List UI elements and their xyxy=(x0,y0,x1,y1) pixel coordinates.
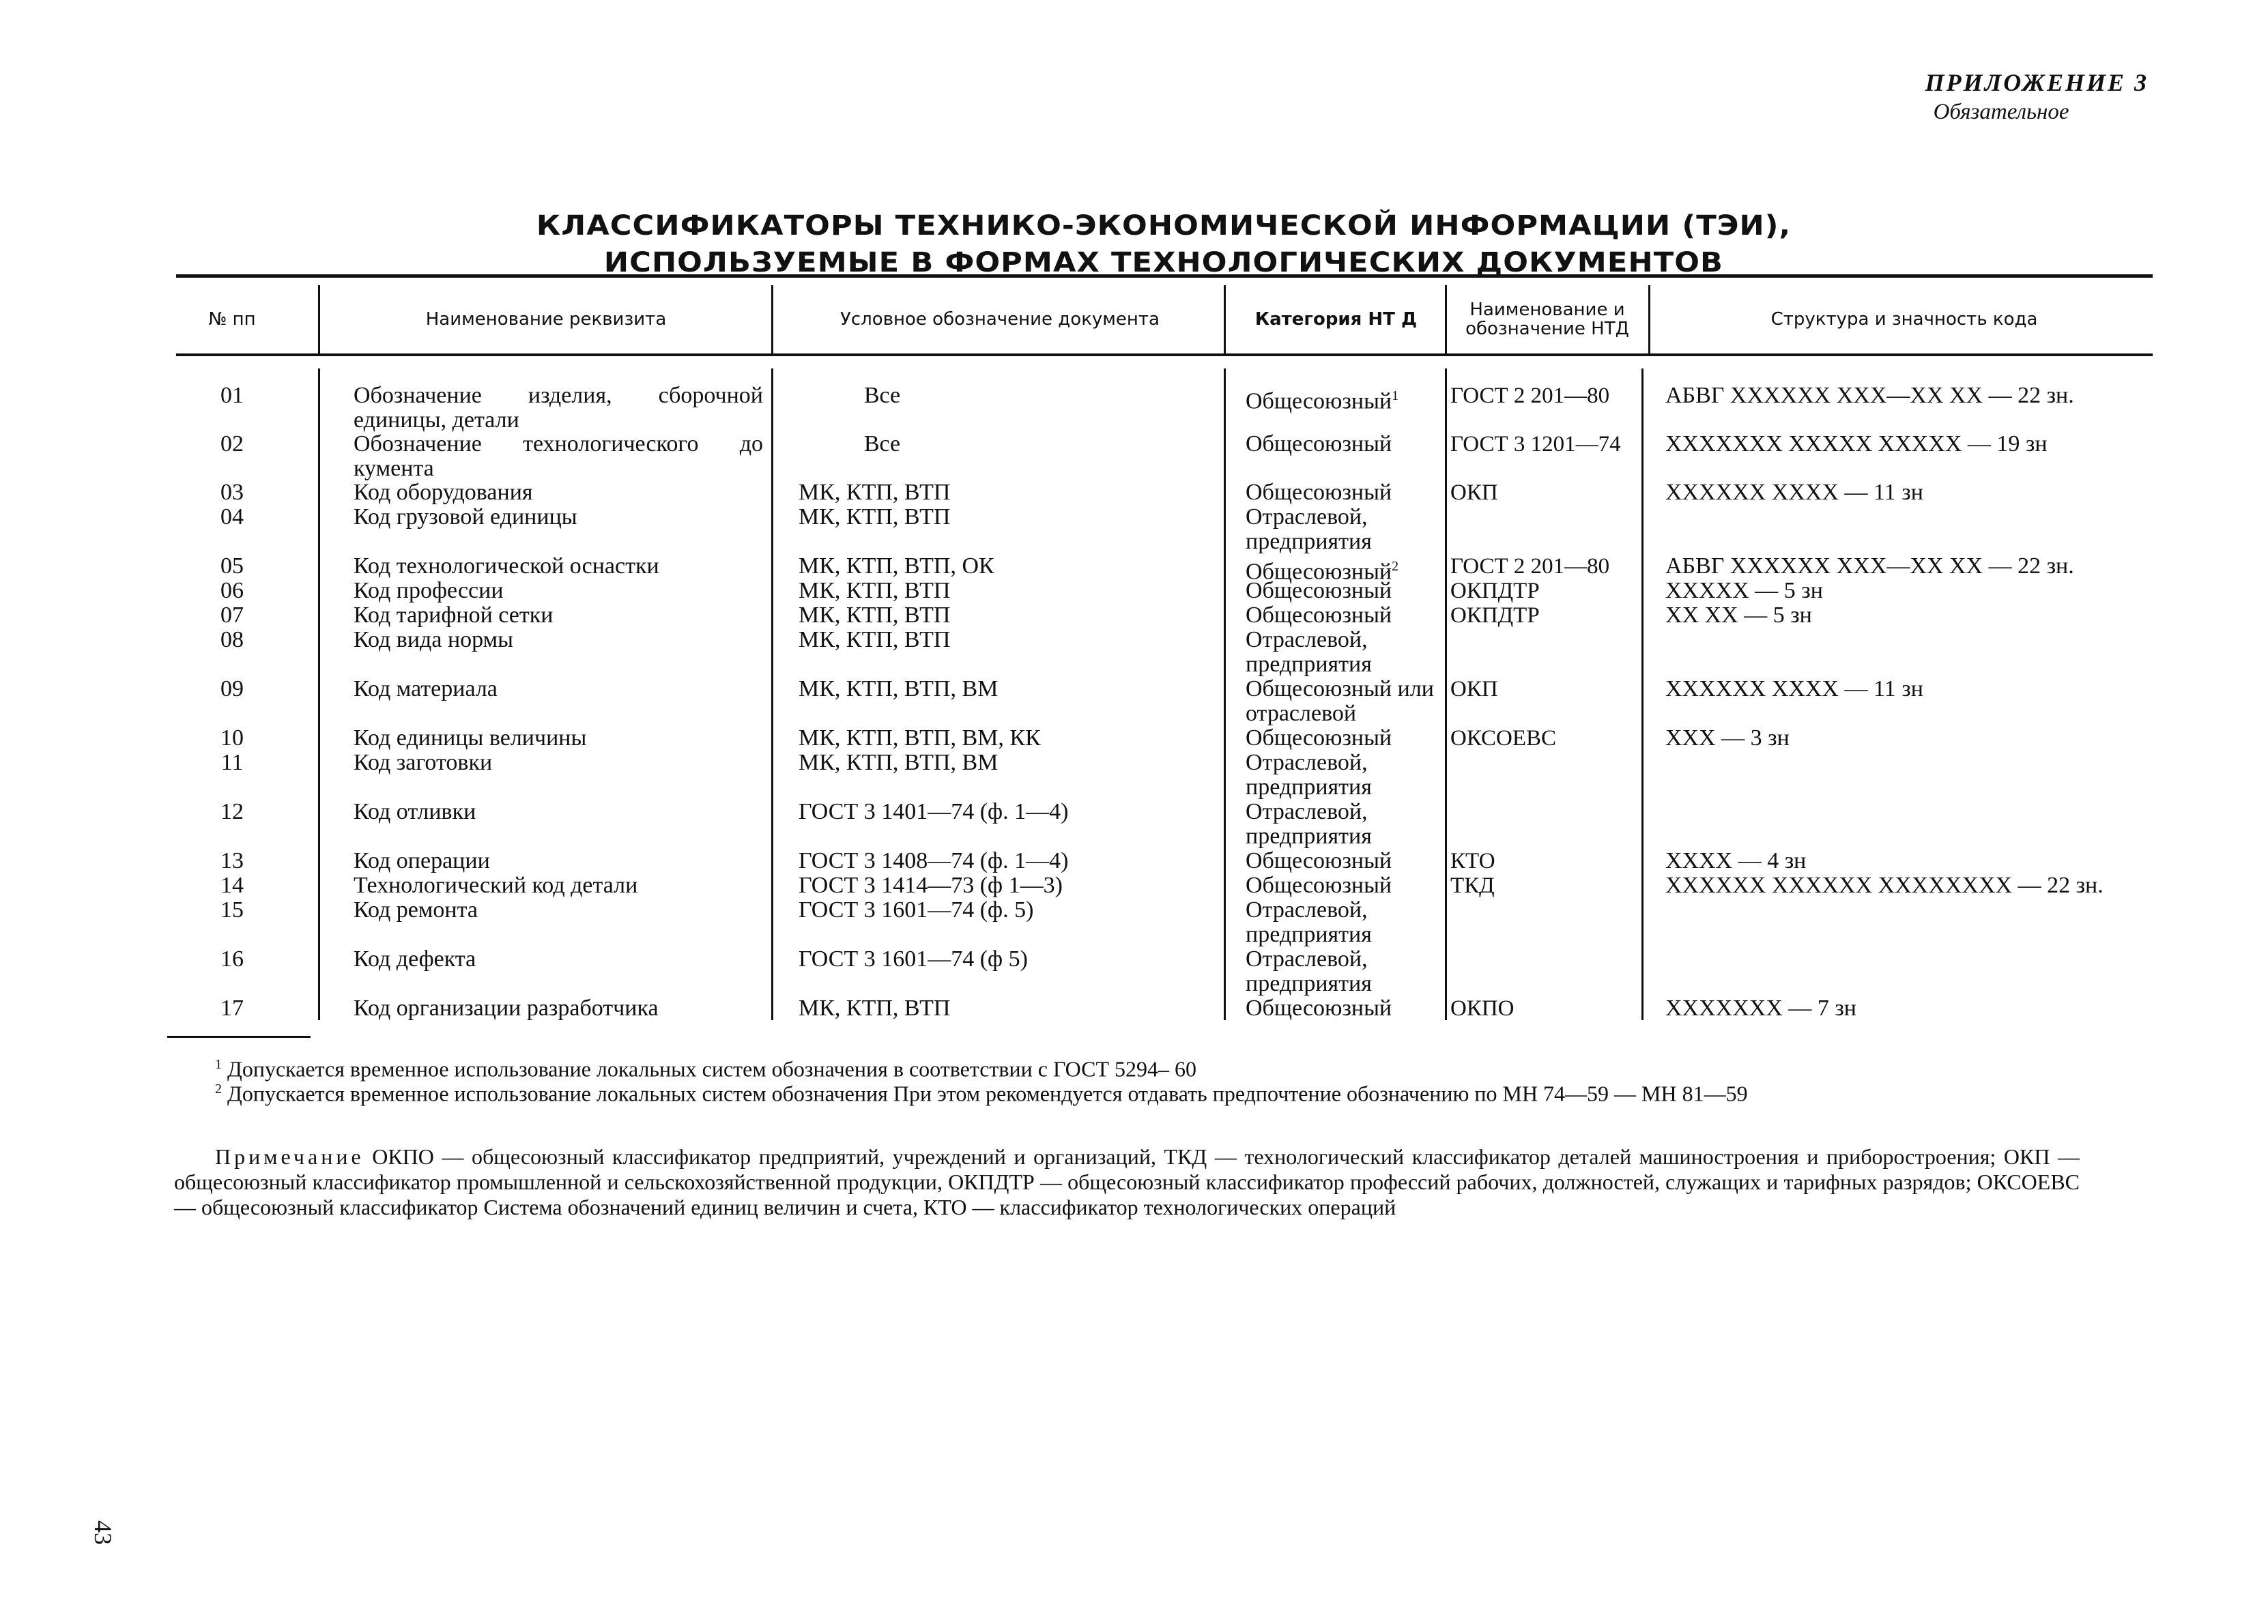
row-number: 14 xyxy=(220,873,244,898)
standard-category: Отраслевой, предприятия xyxy=(1246,946,1372,996)
body-divider xyxy=(1224,368,1226,1020)
row-number: 06 xyxy=(220,578,244,603)
document-designation: ГОСТ 3 1601—74 (ф 5) xyxy=(799,946,1028,972)
header-doc: Условное обозначение документа xyxy=(840,309,1160,330)
code-structure: АБВГ ХХХХХХ ХХХ—ХХ ХХ — 22 зн. xyxy=(1665,553,2074,579)
header-divider xyxy=(318,285,320,353)
document-designation: МК, КТП, ВТП xyxy=(799,996,951,1021)
standard-category: Отраслевой, предприятия xyxy=(1246,799,1372,849)
row-number: 07 xyxy=(220,603,244,628)
row-number: 03 xyxy=(220,480,244,505)
standard-designation: ОКСОЕВС xyxy=(1450,726,1557,751)
header-divider xyxy=(1445,285,1447,353)
standard-category: Общесоюзный xyxy=(1246,873,1392,898)
requisite-name: Код грузовой единицы xyxy=(354,504,577,530)
document-title xyxy=(95,207,2233,281)
row-number: 01 xyxy=(220,383,244,408)
table-header-rule xyxy=(176,353,2153,356)
code-structure: АБВГ ХХХХХХ ХХХ—ХХ ХХ — 22 зн. xyxy=(1665,383,2074,408)
note-paragraph xyxy=(174,1144,2080,1220)
standard-category: Отраслевой, предприятия xyxy=(1246,897,1372,947)
standard-category: Общесоюзный xyxy=(1246,725,1392,751)
header-standard: Наименование и обозначение НТД xyxy=(1465,300,1629,339)
row-number: 02 xyxy=(220,431,244,456)
code-structure: ХХХХХХХ — 7 зн xyxy=(1665,996,1857,1021)
code-structure: ХХ ХХ — 5 зн xyxy=(1665,603,1812,628)
standard-category: Общесоюзный xyxy=(1246,848,1392,873)
requisite-name: Технологический код детали xyxy=(354,873,638,898)
footnote-rule xyxy=(167,1036,311,1038)
document-designation: МК, КТП, ВТП xyxy=(799,603,951,628)
document-designation: МК, КТП, ВТП xyxy=(799,480,951,505)
requisite-name: Код заготовки xyxy=(354,750,493,775)
standard-designation: ОКП xyxy=(1450,677,1498,701)
appendix-number: ПРИЛОЖЕНИЕ 3 xyxy=(1925,69,2149,96)
standard-designation: ОКПДТР xyxy=(1450,603,1540,628)
requisite-name: Код материала xyxy=(354,676,498,701)
footnote-mark: 2 xyxy=(215,1082,222,1097)
requisite-name: Код вида нормы xyxy=(354,627,513,652)
standard-category: Общесоюзный$^2$ xyxy=(1246,559,1399,585)
title-line-1: КЛАССИФИКАТОРЫ ТЕХНИКО-ЭКОНОМИЧЕСКОЙ ИНФОРМАЦИИ (ТЭИ), xyxy=(536,210,1792,242)
requisite-name: Код единицы величины xyxy=(354,725,587,751)
row-number: 13 xyxy=(220,848,244,873)
row-number: 09 xyxy=(220,676,244,701)
document-designation: Все xyxy=(863,383,901,408)
requisite-name: Код оборудования xyxy=(354,480,533,505)
header-num: № пп xyxy=(208,309,256,330)
standard-category: Общесоюзный xyxy=(1246,480,1392,505)
body-divider xyxy=(318,368,320,1020)
body-divider xyxy=(1445,368,1447,1020)
footnote-mark: 1 xyxy=(215,1057,222,1072)
document-designation: МК, КТП, ВТП, ВМ xyxy=(799,750,999,775)
requisite-name: Код операции xyxy=(354,848,490,873)
code-structure: ХХХХ — 4 зн xyxy=(1665,848,1807,873)
appendix-status: Обязательное xyxy=(1933,100,2069,124)
standard-category: Общесоюзный или отраслевой xyxy=(1246,676,1434,726)
document-designation: Все xyxy=(863,431,901,456)
requisite-name: Код отливки xyxy=(354,799,476,824)
header-name: Наименование реквизита xyxy=(425,309,667,330)
code-structure: ХХХХХХХ ХХХХХ ХХХХХ — 19 зн xyxy=(1665,431,2048,456)
code-structure: ХХХХХХ ХХХХХХ ХХХХХХХХ — 22 зн. xyxy=(1665,873,2104,898)
note-label: Примечание xyxy=(215,1144,364,1169)
document-designation: МК, КТП, ВТП, ВМ, КК xyxy=(799,725,1041,751)
standard-designation: ГОСТ 3 1201—74 xyxy=(1450,432,1621,456)
row-number: 10 xyxy=(220,725,244,751)
document-designation: МК, КТП, ВТП xyxy=(799,504,951,530)
standard-category: Отраслевой, предприятия xyxy=(1246,504,1372,554)
document-designation: МК, КТП, ВТП xyxy=(799,627,951,652)
row-number: 05 xyxy=(220,553,244,579)
table-top-rule xyxy=(176,274,2153,278)
requisite-name: Код технологической оснастки xyxy=(354,553,659,579)
row-number: 15 xyxy=(220,897,244,923)
footnote-2 xyxy=(174,1077,2080,1106)
footnote-text: Допускается временное использование локальных систем обозначения в соответствии с ГОСТ 5294– 60 xyxy=(227,1056,1197,1082)
header-code-structure: Структура и значность кода xyxy=(1770,309,2038,330)
standard-category: Отраслевой, предприятия xyxy=(1246,627,1372,677)
standard-category: Общесоюзный xyxy=(1246,431,1392,456)
standard-designation: КТО xyxy=(1450,849,1495,873)
header-category: Категория НТ Д xyxy=(1254,309,1418,330)
standard-designation: ОКПО xyxy=(1450,996,1515,1021)
requisite-name: Обозначение изделия, сборочной единицы, детали xyxy=(354,383,763,433)
appendix-label xyxy=(1925,68,2149,125)
requisite-name: Код тарифной сетки xyxy=(354,603,554,628)
standard-category: Общесоюзный xyxy=(1246,996,1392,1021)
header-divider xyxy=(1648,285,1650,353)
row-number: 04 xyxy=(220,504,244,530)
title-line-2: ИСПОЛЬЗУЕМЫЕ В ФОРМАХ ТЕХНОЛОГИЧЕСКИХ ДОКУМЕНТОВ xyxy=(603,247,1724,278)
footnote-text: Допускается временное использование локальных систем обозначения При этом рекомендуется отдавать предпочтение обозначению по МН 74—59 — МН 81—59 xyxy=(227,1081,1748,1106)
row-number: 16 xyxy=(220,946,244,972)
standard-category: Отраслевой, предприятия xyxy=(1246,750,1372,800)
code-structure: ХХХХХХ ХХХХ — 11 зн xyxy=(1665,676,1923,701)
standard-designation: ОКП xyxy=(1450,480,1498,505)
page-number: 43 xyxy=(89,1520,117,1545)
row-number: 12 xyxy=(220,799,244,824)
code-structure: ХХХХХХ ХХХХ — 11 зн xyxy=(1665,480,1923,505)
document-designation: ГОСТ 3 1401—74 (ф. 1—4) xyxy=(799,799,1069,824)
standard-designation: ТКД xyxy=(1450,873,1495,898)
standard-category: Общесоюзный xyxy=(1246,578,1392,603)
body-divider xyxy=(771,368,773,1020)
requisite-name: Код ремонта xyxy=(354,897,478,923)
requisite-name: Код организации разработчика xyxy=(354,996,659,1021)
document-designation: МК, КТП, ВТП, ВМ xyxy=(799,676,999,701)
requisite-name: Обозначение технологического до кумента xyxy=(354,431,763,481)
document-designation: МК, КТП, ВТП xyxy=(799,578,951,603)
document-designation: ГОСТ 3 1408—74 (ф. 1—4) xyxy=(799,848,1069,873)
row-number: 11 xyxy=(220,750,244,775)
document-designation: ГОСТ 3 1601—74 (ф. 5) xyxy=(799,897,1034,923)
code-structure: ХХХХХ — 5 зн xyxy=(1665,578,1823,603)
document-designation: ГОСТ 3 1414—73 (ф 1—3) xyxy=(799,873,1063,898)
body-divider xyxy=(1641,368,1643,1020)
requisite-name: Код дефекта xyxy=(354,946,476,972)
row-number: 17 xyxy=(220,996,244,1021)
document-designation: МК, КТП, ВТП, ОК xyxy=(799,553,994,579)
standard-designation: ГОСТ 2 201—80 xyxy=(1450,554,1610,579)
requisite-name: Код профессии xyxy=(354,578,504,603)
code-structure: ХХХ — 3 зн xyxy=(1665,725,1790,751)
header-divider xyxy=(771,285,773,353)
standard-category: Общесоюзный$^1$ xyxy=(1246,388,1399,414)
standard-designation: ОКПДТР xyxy=(1450,579,1540,603)
note-text: ОКПО — общесоюзный классификатор предприятий, учреждений и организаций, ТКД — технологический классификатор деталей машиностроения и приборостроения; ОКП — общесоюзный классификатор промышленной и сельскохозяйственной продукции, ОКПДТР — общесоюзный классификатор профессий рабочих, должностей, служащих и тарифных разрядов; ОКСОЕВС — общесоюзный классификатор Система обозначений единиц величин и счета, КТО — классификатор технологических операций xyxy=(174,1144,2080,1219)
standard-category: Общесоюзный xyxy=(1246,603,1392,628)
row-number: 08 xyxy=(220,627,244,652)
standard-designation: ГОСТ 2 201—80 xyxy=(1450,383,1610,408)
header-divider xyxy=(1224,285,1226,353)
